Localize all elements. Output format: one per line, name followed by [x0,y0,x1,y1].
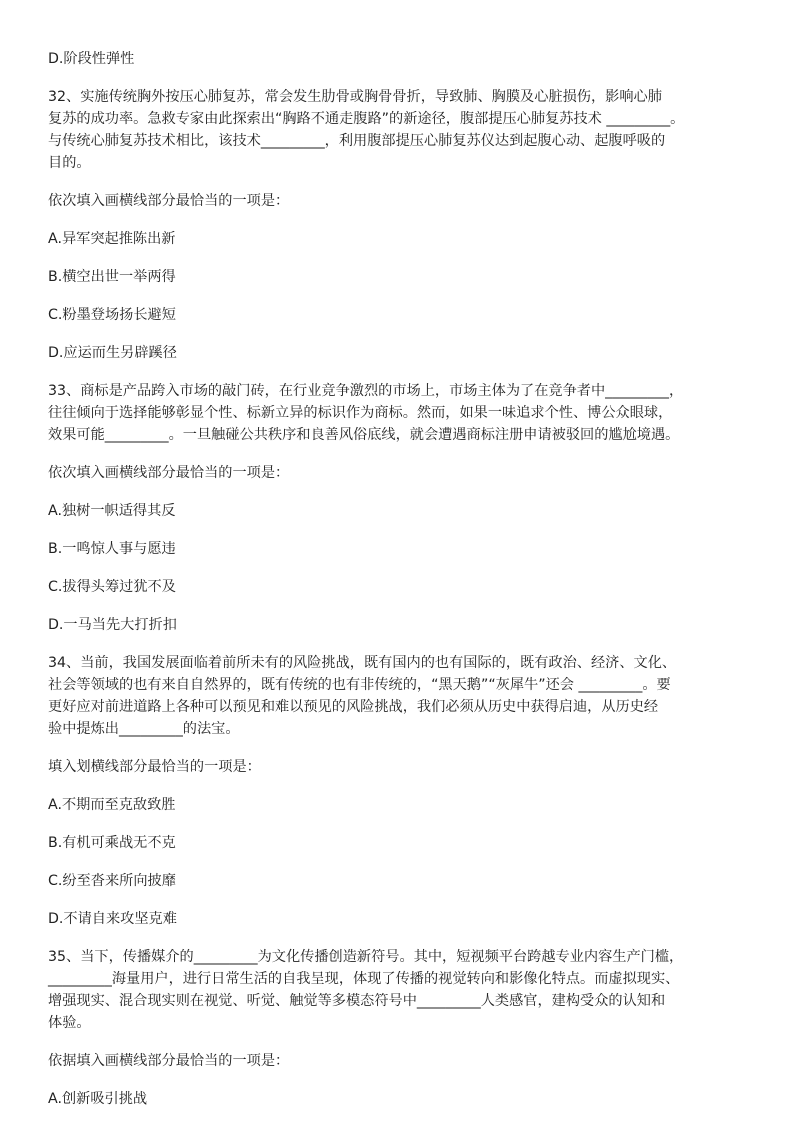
q32-stem-line: 复苏的成功率。急救专家由此探索出“胸路不通走腹路”的新途径，腹部提压心肺复苏技术 _________。 [48,111,685,127]
q35-stem-line: 35、当下，传播媒介的_________为文化传播创造新符号。其中，短视频平台跨越专业内容生产门槛， [48,949,684,965]
q32-prompt: 依次填入画横线部分最恰当的一项是： [48,193,290,209]
q32-stem-line: 目的。 [48,155,91,171]
q34-stem-line: 社会等领域的也有来自自然界的，既有传统的也有非传统的，“黑天鹅”“灰犀牛”还会 _________。要 [48,677,671,693]
document-page [48,48,758,1110]
q35-stem-line: 增强现实、混合现实则在视觉、听觉、触觉等多模态符号中_________人类感官，建构受众的认知和 [48,993,666,1009]
q33-prompt: 依次填入画横线部分最恰当的一项是： [48,465,290,481]
q33-stem-line: 效果可能_________。一旦触碰公共秩序和良善风俗底线，就会遭遇商标注册申请被驳回的尴尬境遇。 [48,427,680,443]
q33-option-d: D.一马当先大打折扣 [48,617,177,633]
q33-option-c: C.拔得头筹过犹不及 [48,579,176,595]
q34-option-c: C.纷至沓来所向披靡 [48,873,176,889]
q35-option-a: A.创新吸引挑战 [48,1091,148,1107]
q32-stem [48,86,758,174]
q33-option-b: B.一鸣惊人事与愿违 [48,541,176,557]
q35-stem-line: _________海量用户，进行日常生活的自我呈现，体现了传播的视觉转向和影像化特点。而虚拟现实、 [48,971,680,987]
q32-stem-line: 32、实施传统胸外按压心肺复苏，常会发生肋骨或胸骨骨折，导致肺、胸膜及心脏损伤，影响心肺 [48,89,662,105]
q33-stem-line: 往往倾向于选择能够彰显个性、标新立异的标识作为商标。然而，如果一味追求个性、博公众眼球， [48,405,673,421]
q34-stem-line: 更好应对前进道路上各种可以预见和难以预见的风险挑战，我们必须从历史中获得启迪，从历史经 [48,699,659,715]
q33-option-a: A.独树一帜适得其反 [48,503,176,519]
q33-stem [48,380,758,446]
q35-stem-line: 体验。 [48,1015,91,1031]
q32-option-d: D.应运而生另辟蹊径 [48,345,177,361]
q32-option-a: A.异军突起推陈出新 [48,231,176,247]
q34-prompt: 填入划横线部分最恰当的一项是： [48,759,261,775]
q31-option-d: D.阶段性弹性 [48,51,135,67]
q32-option-b: B.横空出世一举两得 [48,269,176,285]
q34-stem-line: 验中提炼出_________的法宝。 [48,721,240,737]
q35-stem [48,946,758,1034]
q34-option-b: B.有机可乘战无不克 [48,835,176,851]
q35-prompt: 依据填入画横线部分最恰当的一项是： [48,1053,290,1069]
q34-option-d: D.不请自来攻坚克难 [48,911,177,927]
q32-stem-line: 与传统心肺复苏技术相比，该技术_________，利用腹部提压心肺复苏仪达到起腹心动、起腹呼吸的 [48,133,666,149]
q34-stem [48,652,758,740]
q34-stem-line: 34、当前，我国发展面临着前所未有的风险挑战，既有国内的也有国际的，既有政治、经济、文化、 [48,655,677,671]
q33-stem-line: 33、商标是产品跨入市场的敲门砖，在行业竞争激烈的市场上，市场主体为了在竞争者中_________， [48,383,684,399]
q32-option-c: C.粉墨登场扬长避短 [48,307,176,323]
q34-option-a: A.不期而至克敌致胜 [48,797,176,813]
